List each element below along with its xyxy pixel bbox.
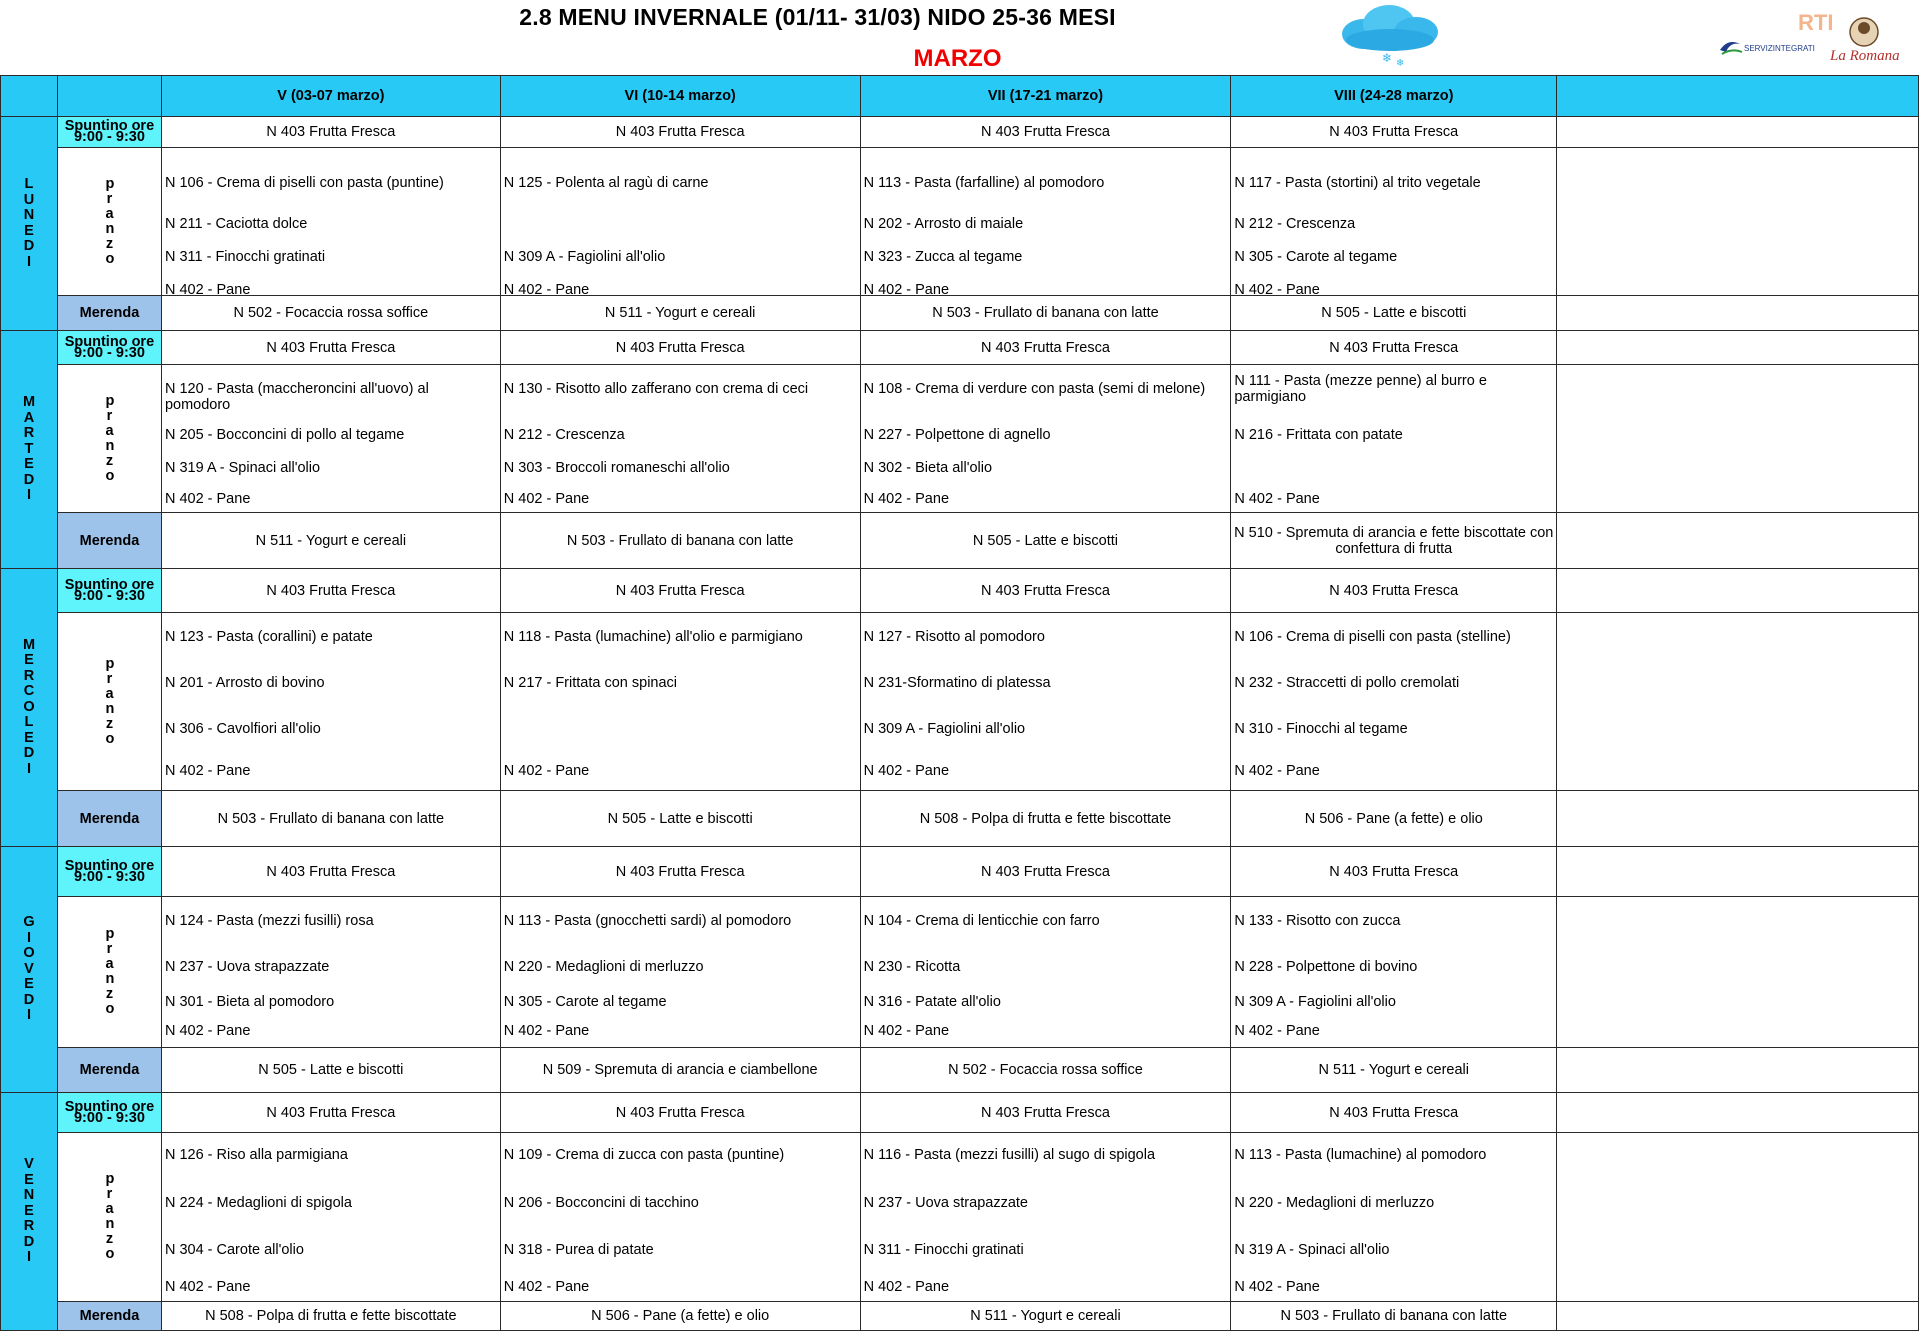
dish-line: N 309 A - Fagiolini all'olio (863, 721, 1026, 737)
dish-line: N 311 - Finocchi gratinati (863, 1242, 1024, 1258)
merenda-cell: N 502 - Focaccia rossa soffice (161, 296, 500, 331)
day-label: GIOVEDI (1, 847, 58, 1093)
dish-line: N 206 - Bocconcini di tacchino (503, 1195, 699, 1211)
empty-cell (1557, 791, 1919, 847)
dish-line: N 118 - Pasta (lumachine) all'olio e parmigiano (503, 629, 803, 645)
dish-line: N 106 - Crema di piselli con pasta (puntine) (164, 175, 444, 191)
pranzo-row (1, 897, 1919, 1048)
dish-line: N 402 - Pane (1234, 763, 1320, 779)
merenda-label: Merenda (57, 513, 161, 569)
spuntino-label: Spuntino ore 9:00 - 9:30 (57, 331, 161, 365)
dish-line: N 113 - Pasta (gnocchetti sardi) al pomodoro (503, 913, 792, 929)
dish-line: N 127 - Risotto al pomodoro (863, 629, 1045, 645)
dish-line: N 220 - Medaglioni di merluzzo (503, 959, 704, 975)
empty-cell (1557, 897, 1919, 1048)
dish-line: N 237 - Uova strapazzate (863, 1195, 1028, 1211)
empty-cell (1557, 569, 1919, 613)
merenda-label: Merenda (57, 1048, 161, 1093)
spuntino-cell: N 403 Frutta Fresca (860, 117, 1231, 148)
dish-line: N 216 - Frittata con patate (1234, 427, 1403, 443)
spuntino-cell: N 403 Frutta Fresca (161, 569, 500, 613)
pranzo-row (1, 1133, 1919, 1302)
empty-cell (1557, 1048, 1919, 1093)
dish-line: N 319 A - Spinaci all'olio (1234, 1242, 1390, 1258)
dish-line: N 318 - Purea di patate (503, 1242, 654, 1258)
merenda-cell: N 505 - Latte e biscotti (500, 791, 860, 847)
spuntino-cell: N 403 Frutta Fresca (860, 847, 1231, 897)
week-header-row (1, 76, 1919, 117)
dish-line: N 108 - Crema di verdure con pasta (semi di melone) (863, 381, 1206, 397)
dish-line: N 228 - Polpettone di bovino (1234, 959, 1418, 975)
pranzo-cell (1231, 613, 1557, 791)
dish-line: N 402 - Pane (1234, 1279, 1320, 1295)
spuntino-row (1, 331, 1919, 365)
dish-line: N 402 - Pane (164, 1279, 251, 1295)
dish-line: N 120 - Pasta (maccheroncini all'uovo) al pomodoro (164, 381, 429, 413)
menu-table (0, 75, 1919, 1331)
pranzo-cell (860, 1133, 1231, 1302)
dish-line: N 306 - Cavolfiori all'olio (164, 721, 321, 737)
pranzo-cell (500, 365, 860, 513)
empty-cell (1557, 1302, 1919, 1331)
week-header: VII (17-21 marzo) (860, 76, 1231, 117)
dish-line: N 319 A - Spinaci all'olio (164, 460, 321, 476)
pranzo-label: pranzo (57, 148, 161, 296)
dish-line: N 402 - Pane (164, 763, 251, 779)
company-logo (1718, 8, 1900, 64)
merenda-row (1, 791, 1919, 847)
dish-line: N 211 - Caciotta dolce (164, 216, 308, 232)
pranzo-cell (1231, 148, 1557, 296)
dish-line: N 217 - Frittata con spinaci (503, 675, 678, 691)
spuntino-cell: N 403 Frutta Fresca (1231, 331, 1557, 365)
dish-line: N 402 - Pane (863, 282, 950, 298)
spuntino-row (1, 117, 1919, 148)
spuntino-cell: N 403 Frutta Fresca (1231, 1093, 1557, 1133)
empty-cell (1557, 296, 1919, 331)
spuntino-cell: N 403 Frutta Fresca (1231, 569, 1557, 613)
dish-line: N 201 - Arrosto di bovino (164, 675, 325, 691)
pranzo-cell (1231, 1133, 1557, 1302)
dish-line: N 402 - Pane (503, 1279, 590, 1295)
day-label: MARTEDI (1, 331, 58, 569)
dish-line: N 303 - Broccoli romaneschi all'olio (503, 460, 730, 476)
pranzo-label: pranzo (57, 897, 161, 1048)
pranzo-cell (161, 1133, 500, 1302)
header-corner (1, 76, 58, 117)
merenda-cell: N 511 - Yogurt e cereali (500, 296, 860, 331)
spuntino-row (1, 847, 1919, 897)
pranzo-cell (860, 613, 1231, 791)
header-corner (57, 76, 161, 117)
empty-cell (1557, 1133, 1919, 1302)
merenda-cell: N 503 - Frullato di banana con latte (860, 296, 1231, 331)
dish-line: N 117 - Pasta (stortini) al trito vegetale (1234, 175, 1481, 191)
merenda-cell: N 505 - Latte e biscotti (1231, 296, 1557, 331)
merenda-cell: N 506 - Pane (a fette) e olio (500, 1302, 860, 1331)
merenda-cell: N 511 - Yogurt e cereali (860, 1302, 1231, 1331)
merenda-row (1, 513, 1919, 569)
empty-cell (1557, 331, 1919, 365)
dish-line: N 106 - Crema di piselli con pasta (stelline) (1234, 629, 1511, 645)
dish-line: N 402 - Pane (503, 491, 590, 507)
pranzo-cell (500, 897, 860, 1048)
pranzo-cell (500, 1133, 860, 1302)
spuntino-cell: N 403 Frutta Fresca (860, 331, 1231, 365)
dish-line: N 123 - Pasta (corallini) e patate (164, 629, 373, 645)
spuntino-row (1, 1093, 1919, 1133)
svg-text:La Romana: La Romana (1830, 48, 1900, 64)
merenda-row (1, 1302, 1919, 1331)
spuntino-cell: N 403 Frutta Fresca (161, 1093, 500, 1133)
dish-line: N 309 A - Fagiolini all'olio (1234, 994, 1396, 1010)
week-header: V (03-07 marzo) (161, 76, 500, 117)
dish-line: N 237 - Uova strapazzate (164, 959, 330, 975)
pranzo-cell (860, 897, 1231, 1048)
empty-cell (1557, 847, 1919, 897)
merenda-cell: N 505 - Latte e biscotti (161, 1048, 500, 1093)
day-label: MERCOLEDI (1, 569, 58, 847)
spuntino-cell: N 403 Frutta Fresca (500, 847, 860, 897)
spuntino-cell: N 403 Frutta Fresca (500, 331, 860, 365)
pranzo-cell (860, 148, 1231, 296)
pranzo-cell (1231, 897, 1557, 1048)
merenda-label: Merenda (57, 296, 161, 331)
day-label: VENERDI (1, 1093, 58, 1331)
empty-cell (1557, 1093, 1919, 1133)
dish-line: N 302 - Bieta all'olio (863, 460, 993, 476)
dish-line: N 402 - Pane (1234, 282, 1320, 298)
dish-line: N 402 - Pane (164, 491, 251, 507)
spuntino-row (1, 569, 1919, 613)
merenda-row (1, 1048, 1919, 1093)
pranzo-row (1, 148, 1919, 296)
dish-line: N 402 - Pane (164, 1023, 251, 1039)
dish-line: N 305 - Carote al tegame (1234, 249, 1398, 265)
dish-line: N 402 - Pane (503, 763, 590, 779)
pranzo-cell (161, 148, 500, 296)
svg-text:❄: ❄ (1396, 58, 1405, 69)
spuntino-label: Spuntino ore 9:00 - 9:30 (57, 569, 161, 613)
dish-line: N 104 - Crema di lenticchie con farro (863, 913, 1100, 929)
dish-line: N 305 - Carote al tegame (503, 994, 667, 1010)
spuntino-cell: N 403 Frutta Fresca (860, 569, 1231, 613)
dish-line: N 212 - Crescenza (503, 427, 625, 443)
dish-line: N 125 - Polenta al ragù di carne (503, 175, 709, 191)
merenda-cell: N 508 - Polpa di frutta e fette biscottate (860, 791, 1231, 847)
pranzo-label: pranzo (57, 613, 161, 791)
dish-line: N 124 - Pasta (mezzi fusilli) rosa (164, 913, 374, 929)
pranzo-cell (500, 613, 860, 791)
svg-text:❄: ❄ (1382, 51, 1393, 65)
dish-line: N 301 - Bieta al pomodoro (164, 994, 335, 1010)
dish-line: N 230 - Ricotta (863, 959, 961, 975)
merenda-cell: N 511 - Yogurt e cereali (1231, 1048, 1557, 1093)
svg-text:SERVIZINTEGRATI: SERVIZINTEGRATI (1744, 44, 1815, 53)
spuntino-cell: N 403 Frutta Fresca (500, 117, 860, 148)
dish-line: N 402 - Pane (863, 1023, 950, 1039)
dish-line: N 402 - Pane (1234, 1023, 1320, 1039)
merenda-cell: N 505 - Latte e biscotti (860, 513, 1231, 569)
dish-line: N 402 - Pane (863, 491, 950, 507)
pranzo-cell (161, 365, 500, 513)
empty-cell (1557, 117, 1919, 148)
merenda-cell: N 503 - Frullato di banana con latte (161, 791, 500, 847)
pranzo-row (1, 613, 1919, 791)
dish-line: N 402 - Pane (863, 763, 950, 779)
dish-line: N 133 - Risotto con zucca (1234, 913, 1401, 929)
week-header: VI (10-14 marzo) (500, 76, 860, 117)
spuntino-cell: N 403 Frutta Fresca (161, 847, 500, 897)
pranzo-cell (860, 365, 1231, 513)
spuntino-cell: N 403 Frutta Fresca (500, 569, 860, 613)
dish-line: N 402 - Pane (1234, 491, 1320, 507)
merenda-cell: N 509 - Spremuta di arancia e ciambellone (500, 1048, 860, 1093)
dish-line: N 113 - Pasta (lumachine) al pomodoro (1234, 1147, 1487, 1163)
merenda-cell: N 503 - Frullato di banana con latte (500, 513, 860, 569)
spuntino-cell: N 403 Frutta Fresca (1231, 847, 1557, 897)
dish-line: N 205 - Bocconcini di pollo al tegame (164, 427, 405, 443)
pranzo-row (1, 365, 1919, 513)
snow-cloud-icon (1334, 4, 1446, 68)
week-header-empty (1557, 76, 1919, 117)
dish-line: N 309 A - Fagiolini all'olio (503, 249, 666, 265)
merenda-cell: N 502 - Focaccia rossa soffice (860, 1048, 1231, 1093)
dish-line: N 402 - Pane (503, 1023, 590, 1039)
dish-line: N 111 - Pasta (mezze penne) al burro e parmigiano (1234, 373, 1487, 405)
dish-line: N 202 - Arrosto di maiale (863, 216, 1024, 232)
dish-line: N 113 - Pasta (farfalline) al pomodoro (863, 175, 1105, 191)
dish-line: N 212 - Crescenza (1234, 216, 1356, 232)
spuntino-cell: N 403 Frutta Fresca (500, 1093, 860, 1133)
dish-line: N 311 - Finocchi gratinati (164, 249, 326, 265)
dish-line: N 402 - Pane (503, 282, 590, 298)
week-header: VIII (24-28 marzo) (1231, 76, 1557, 117)
month-label: MARZO (913, 45, 1002, 72)
dish-line: N 109 - Crema di zucca con pasta (puntine) (503, 1147, 785, 1163)
dish-line: N 304 - Carote all'olio (164, 1242, 304, 1258)
pranzo-cell (161, 897, 500, 1048)
pranzo-cell (1231, 365, 1557, 513)
spuntino-cell: N 403 Frutta Fresca (161, 117, 500, 148)
dish-line: N 227 - Polpettone di agnello (863, 427, 1051, 443)
day-label: LUNEDI (1, 117, 58, 331)
spuntino-cell: N 403 Frutta Fresca (161, 331, 500, 365)
empty-cell (1557, 148, 1919, 296)
dish-line: N 402 - Pane (863, 1279, 950, 1295)
spuntino-label: Spuntino ore 9:00 - 9:30 (57, 117, 161, 148)
merenda-label: Merenda (57, 791, 161, 847)
dish-line: N 310 - Finocchi al tegame (1234, 721, 1408, 737)
merenda-row (1, 296, 1919, 331)
spuntino-cell: N 403 Frutta Fresca (860, 1093, 1231, 1133)
svg-text:RTI: RTI (1798, 10, 1834, 35)
empty-cell (1557, 365, 1919, 513)
dish-line: N 116 - Pasta (mezzi fusilli) al sugo di spigola (863, 1147, 1156, 1163)
dish-line: N 316 - Patate all'olio (863, 994, 1001, 1010)
pranzo-label: pranzo (57, 1133, 161, 1302)
dish-line: N 220 - Medaglioni di merluzzo (1234, 1195, 1435, 1211)
pranzo-label: pranzo (57, 365, 161, 513)
empty-cell (1557, 613, 1919, 791)
dish-line: N 232 - Straccetti di pollo cremolati (1234, 675, 1460, 691)
empty-cell (1557, 513, 1919, 569)
merenda-cell: N 511 - Yogurt e cereali (161, 513, 500, 569)
merenda-cell: N 510 - Spremuta di arancia e fette biscottate con confettura di frutta (1231, 513, 1557, 569)
page-title: 2.8 MENU INVERNALE (01/11- 31/03) NIDO 25-36 MESI (519, 4, 1116, 30)
spuntino-cell: N 403 Frutta Fresca (1231, 117, 1557, 148)
merenda-cell: N 508 - Polpa di frutta e fette biscottate (161, 1302, 500, 1331)
pranzo-cell (500, 148, 860, 296)
dish-line: N 402 - Pane (164, 282, 251, 298)
dish-line: N 323 - Zucca al tegame (863, 249, 1023, 265)
dish-line: N 224 - Medaglioni di spigola (164, 1195, 352, 1211)
merenda-cell: N 503 - Frullato di banana con latte (1231, 1302, 1557, 1331)
dish-line: N 126 - Riso alla parmigiana (164, 1147, 348, 1163)
dish-line: N 231-Sformatino di platessa (863, 675, 1051, 691)
merenda-label: Merenda (57, 1302, 161, 1331)
spuntino-label: Spuntino ore 9:00 - 9:30 (57, 1093, 161, 1133)
dish-line: N 130 - Risotto allo zafferano con crema di ceci (503, 381, 809, 397)
spuntino-label: Spuntino ore 9:00 - 9:30 (57, 847, 161, 897)
pranzo-cell (161, 613, 500, 791)
merenda-cell: N 506 - Pane (a fette) e olio (1231, 791, 1557, 847)
